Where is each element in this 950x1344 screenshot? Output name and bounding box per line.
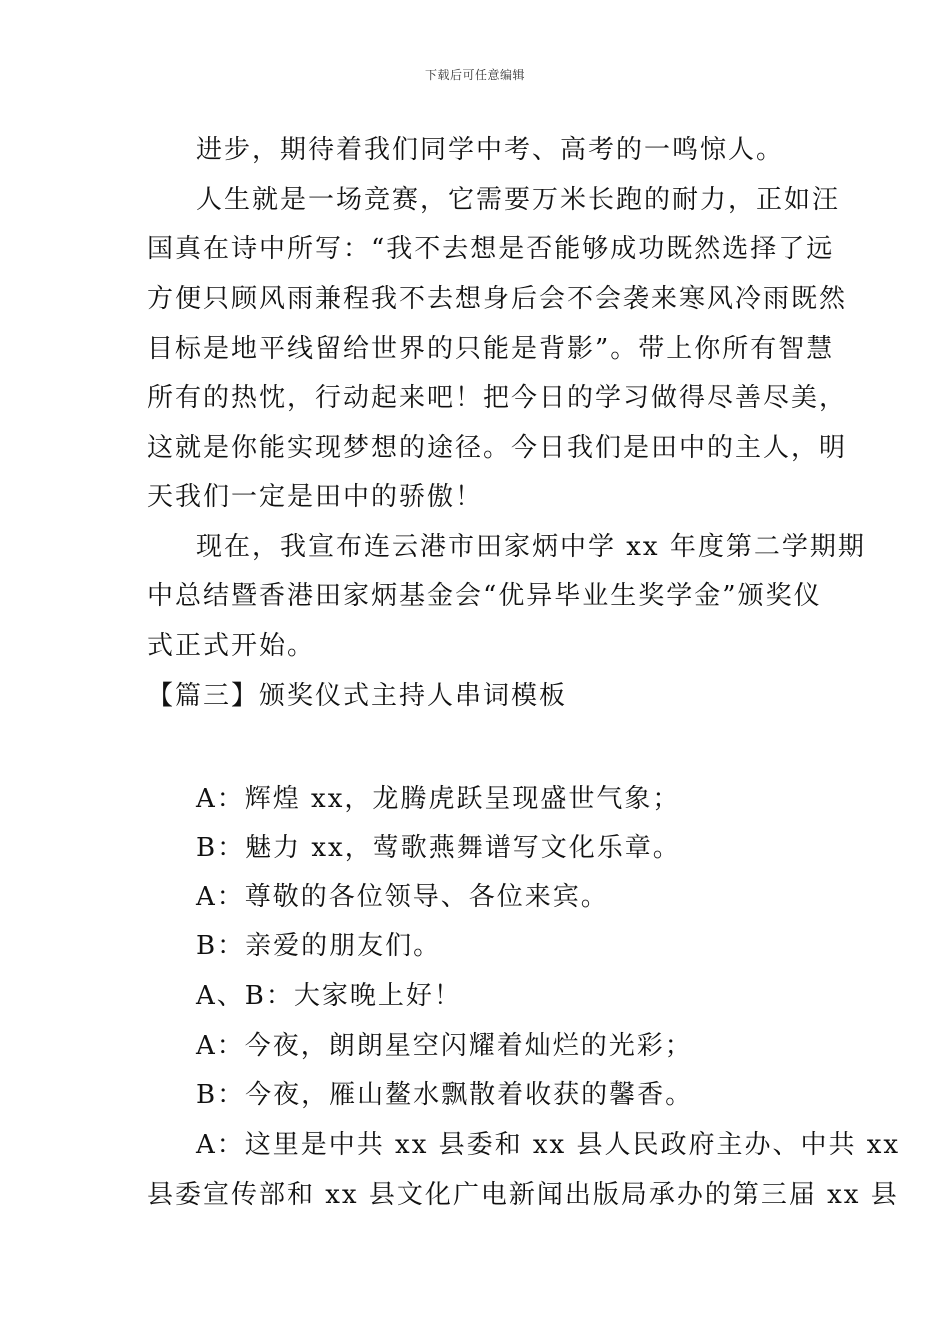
paragraph-line: 目标是地平线留给世界的只能是背影”。带上你所有智慧 bbox=[147, 334, 835, 364]
dialogue-line: A：这里是中共 xx 县委和 xx 县人民政府主办、中共 xx bbox=[196, 1130, 901, 1160]
dialogue-line: A、B：大家晚上好！ bbox=[196, 981, 462, 1011]
paragraph-line: 天我们一定是田中的骄傲！ bbox=[147, 482, 484, 512]
paragraph-line: 所有的热忱，行动起来吧！把今日的学习做得尽善尽美， bbox=[147, 383, 848, 413]
section-heading: 【篇三】颁奖仪式主持人串词模板 bbox=[147, 681, 568, 711]
paragraph-line: 这就是你能实现梦想的途径。今日我们是田中的主人，明 bbox=[147, 433, 848, 463]
paragraph-line: 中总结暨香港田家炳基金会“优异毕业生奖学金”颁奖仪 bbox=[147, 581, 822, 611]
paragraph-line: 方便只顾风雨兼程我不去想身后会不会袭来寒风冷雨既然 bbox=[147, 284, 848, 314]
paragraph-line: 国真在诗中所写：“我不去想是否能够成功既然选择了远 bbox=[147, 234, 835, 264]
dialogue-line: B：魅力 xx，莺歌燕舞谱写文化乐章。 bbox=[196, 833, 681, 863]
paragraph-line: 式正式开始。 bbox=[147, 631, 316, 661]
dialogue-line: B：今夜，雁山鳌水飘散着收获的馨香。 bbox=[196, 1080, 694, 1110]
header-note: 下载后可任意编辑 bbox=[424, 68, 525, 82]
dialogue-line: A：尊敬的各位领导、各位来宾。 bbox=[196, 882, 609, 912]
paragraph-line: 进步，期待着我们同学中考、高考的一鸣惊人。 bbox=[196, 135, 785, 165]
paragraph-line: 人生就是一场竞赛，它需要万米长跑的耐力，正如汪 bbox=[196, 185, 841, 215]
dialogue-line: A：辉煌 xx，龙腾虎跃呈现盛世气象； bbox=[196, 784, 681, 814]
dialogue-line: 县委宣传部和 xx 县文化广电新闻出版局承办的第三届 xx 县 bbox=[147, 1180, 899, 1210]
dialogue-line: A：今夜，朗朗星空闪耀着灿烂的光彩； bbox=[196, 1031, 693, 1061]
paragraph-line: 现在，我宣布连云港市田家炳中学 xx 年度第二学期期 bbox=[196, 532, 866, 562]
dialogue-line: B：亲爱的朋友们。 bbox=[196, 931, 442, 961]
